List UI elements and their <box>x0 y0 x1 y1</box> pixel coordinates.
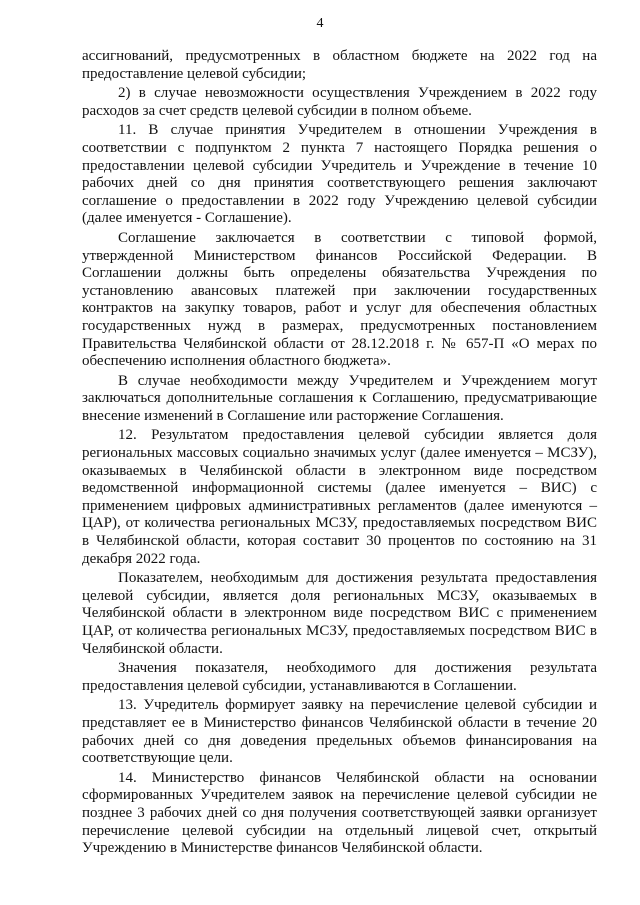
paragraph-clause-11: 11. В случае принятия Учредителем в отношении Учреждения в соответствии с подпунктом 2 пункта 7 настоящего Порядка решения о предоставлении целевой субсидии Учредитель и Учреждение в течение 10 рабочих дней со дня принятия соответствующего решения заключают соглашение о предоставлении в 2022 году Учреждению целевой субсидии (далее именуется - Соглашение). <box>82 122 597 227</box>
paragraph-continuation-assignations: ассигнований, предусмотренных в областном бюджете на 2022 год на предоставление целевой субсидии; <box>82 48 597 82</box>
paragraph-agreement-form: Соглашение заключается в соответствии с типовой формой, утвержденной Министерством финансов Российской Федерации. В Соглашении должны быть определены обязательства Учреждения по установлению авансовых платежей при заключении государственных контрактов на закупку товаров, работ и услуг для обеспечения областных государственных нужд в размерах, предусмотренных постановлением Правительства Челябинской области от 28.12.2018 г. № 657-П «О мерах по обеспечению исполнения областного бюджета». <box>82 229 597 370</box>
page-number: 4 <box>316 16 324 31</box>
document-body <box>82 48 597 860</box>
paragraph-indicator: Показателем, необходимым для достижения результата предоставления целевой субсидии, является доля региональных МСЗУ, оказываемых в Челябинской области в электронном виде посредством ВИС с применением ЦАР, от количества региональных МСЗУ, предоставляемых посредством ВИС в Челябинской области. <box>82 570 597 657</box>
paragraph-clause-13: 13. Учредитель формирует заявку на перечисление целевой субсидии и представляет ее в Министерство финансов Челябинской области в течение 20 рабочих дней со дня доведения предельных объемов финансирования на соответствующие цели. <box>82 697 597 767</box>
paragraph-item-2-impossibility: 2) в случае невозможности осуществления Учреждением в 2022 году расходов за счет средств целевой субсидии в полном объеме. <box>82 85 597 119</box>
paragraph-clause-14: 14. Министерство финансов Челябинской области на основании сформированных Учредителем заявок на перечисление целевой субсидии не позднее 3 рабочих дней со дня получения соответствующей заявки организует перечисление целевой субсидии на отдельный лицевой счет, открытый Учреждению в Министерстве финансов Челябинской области. <box>82 769 597 857</box>
paragraph-indicator-values: Значения показателя, необходимого для достижения результата предоставления целевой субсидии, устанавливаются в Соглашении. <box>82 660 597 694</box>
paragraph-additional-agreements: В случае необходимости между Учредителем и Учреждением могут заключаться дополнительные соглашения к Соглашению, предусматривающие внесение изменений в Соглашение или расторжение Соглашения. <box>82 372 597 424</box>
paragraph-clause-12: 12. Результатом предоставления целевой субсидии является доля региональных массовых социально значимых услуг (далее именуется – МСЗУ), оказываемых в Челябинской области в электронном виде посредством ведомственной информационной системы (далее именуется – ВИС) с применением цифровых административных регламентов (далее именуются – ЦАР), от количества региональных МСЗУ, предоставляемых посредством ВИС в Челябинской области, которая составит 30 процентов по состоянию на 31 декабря 2022 года. <box>82 427 597 567</box>
